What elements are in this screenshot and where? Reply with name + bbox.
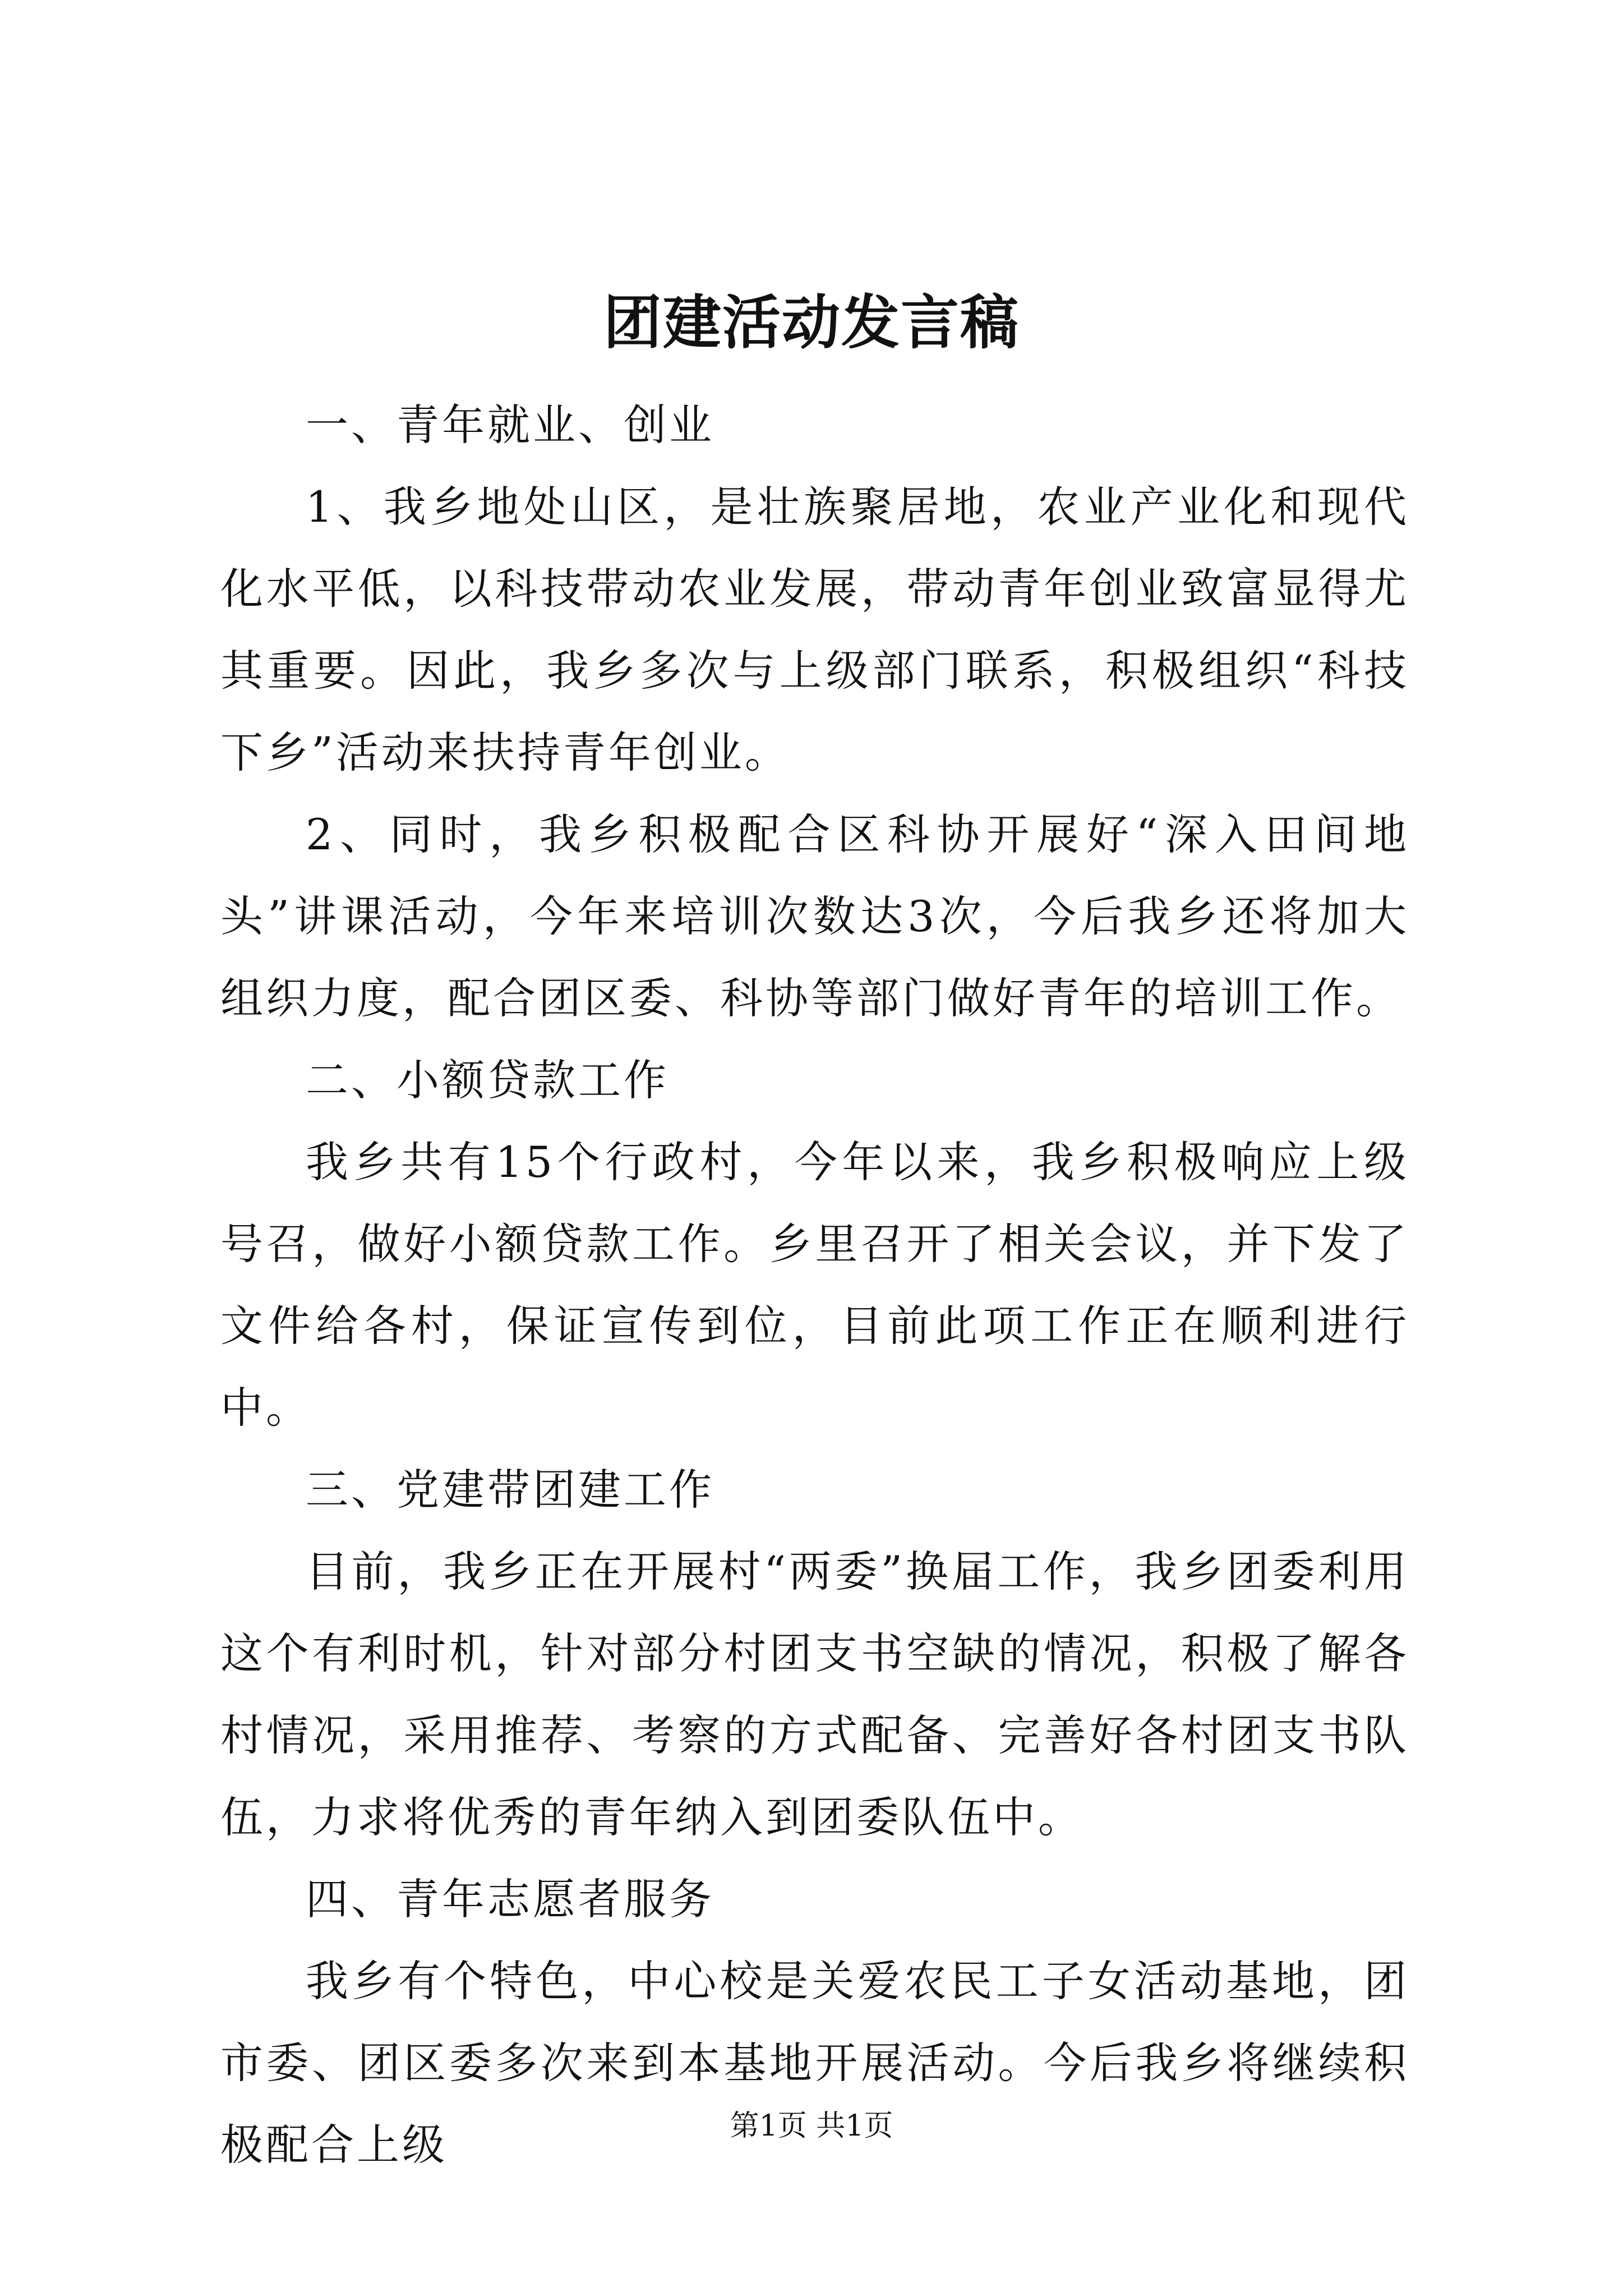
- paragraph-3: 我乡共有15个行政村，今年以来，我乡积极响应上级号召，做好小额贷款工作。乡里召开了相关会议，并下发了文件给各村，保证宣传到位，目前此项工作正在顺利进行中。: [220, 1137, 1409, 1433]
- heading-section-1: 一、青年就业、创业: [306, 400, 714, 450]
- paragraph-2: 2、同时，我乡积极配合区科协开展好“深入田间地头”讲课活动，今年来培训次数达3次，今后我乡还将加大组织力度，配合团区委、科协等部门做好青年的培训工作。: [220, 809, 1409, 1023]
- paragraph-5: 我乡有个特色，中心校是关爱农民工子女活动基地，团市委、团区委多次来到本基地开展活动。今后我乡将继续积极配合上级: [220, 1956, 1409, 2170]
- heading-section-3: 三、党建带团建工作: [306, 1465, 714, 1515]
- paragraph-4: 目前，我乡正在开展村“两委”换届工作，我乡团委利用这个有利时机，针对部分村团支书空缺的情况，积极了解各村情况，采用推荐、考察的方式配备、完善好各村团支书队伍，力求将优秀的青年纳入到团委队伍中。: [220, 1547, 1409, 1842]
- document-title: 团建活动发言稿: [603, 288, 1020, 357]
- heading-section-4: 四、青年志愿者服务: [306, 1874, 714, 1924]
- heading-section-2: 二、小额贷款工作: [306, 1055, 669, 1105]
- document-body: [220, 384, 1409, 2186]
- paragraph-1: 1、我乡地处山区，是壮族聚居地，农业产业化和现代化水平低，以科技带动农业发展，带动青年创业致富显得尤其重要。因此，我乡多次与上级部门联系，积极组织“科技下乡”活动来扶持青年创业。: [220, 482, 1409, 777]
- page-number: 第1页 共1页: [730, 2109, 893, 2143]
